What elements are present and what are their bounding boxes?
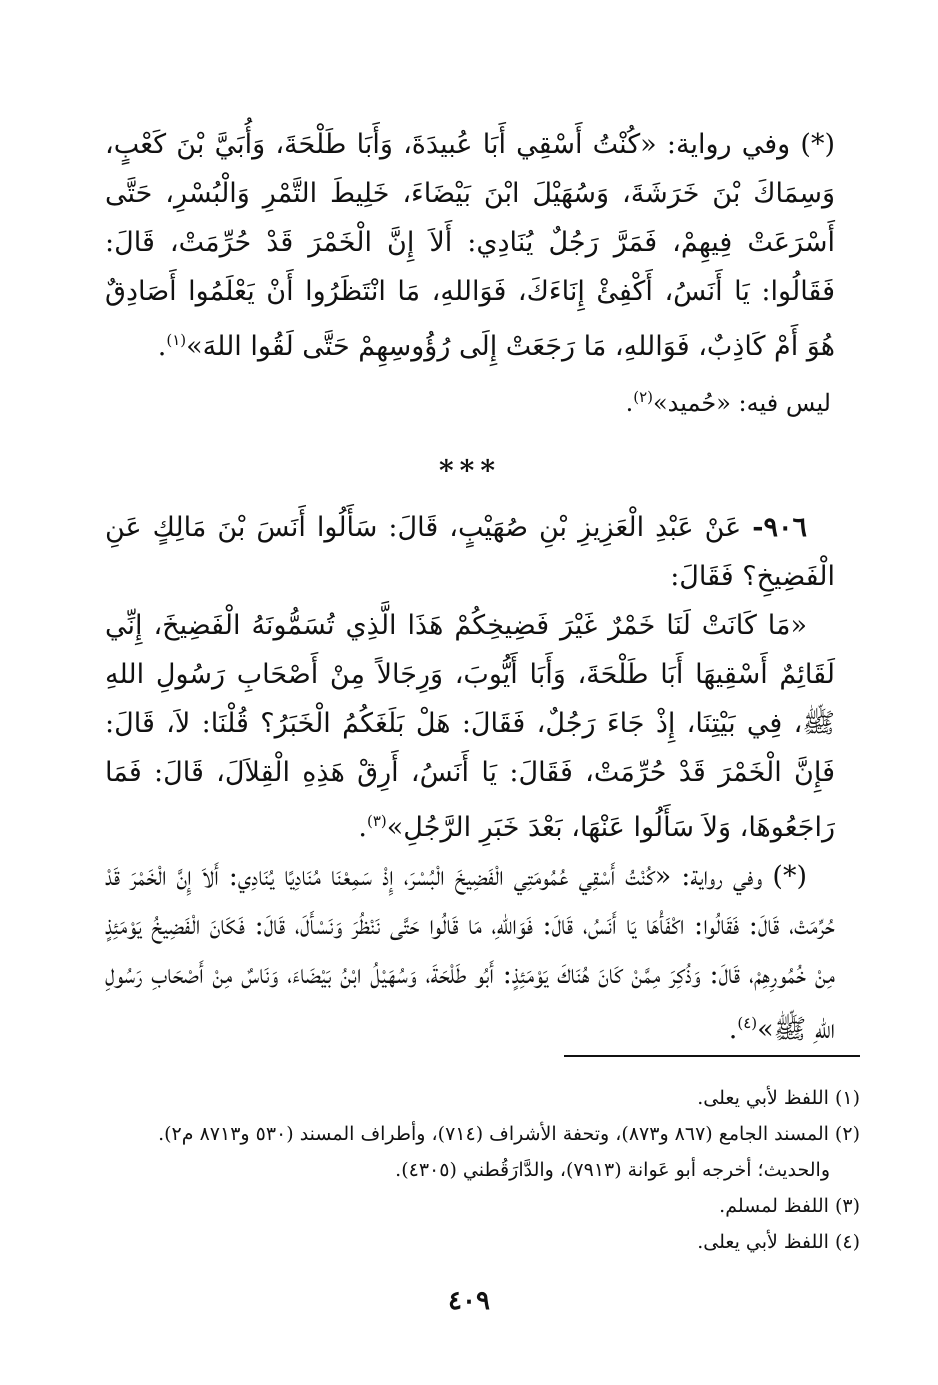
narration-variant-2: (*) وفي رواية: «كُنْتُ أَسْقِي عُمُومَتِي الْفَضِيخَ الْبُسْرَ، إِذْ سَمِعْنَا مُنَادِيًا يُنَادِي: أَلاَ إِنَّ الْخَمْرَ قَدْ حُرِّمَتْ، قَالَ: فَقَالُوا: اكْفَأْهَا يَا أَنَسُ، قَالَ: فَوَاللهِ، مَا قَالُوا حَتَّى نَنْظُرَ وَنَسْأَلَ، قَالَ: فَكَانَ الْفَضِيخُ يَوْمَئِذٍ مِنْ خُمُورِهِمْ، قَالَ: وَذُكِرَ مِمَّنْ كَانَ هُنَاكَ يَوْمَئِذٍ: أَبُو طَلْحَةَ، وَسُهَيْلُ ابْنُ بَيْضَاءَ، وَنَاسٌ مِنْ أَصْحَابِ رَسُولِ اللهِ ﷺ»$^{(٤)}$. xyxy=(105,861,835,1045)
footnote-4: (٤) اللفظ لأبي يعلى. xyxy=(697,1231,860,1253)
narration-note: ليس فيه: «حُميد»$^{(٢)}$. xyxy=(625,388,831,417)
footnote-ref-3: (٣) xyxy=(367,812,387,830)
page-number: ٤٠٩ xyxy=(448,1286,490,1316)
hadith-number: ٩٠٦- xyxy=(752,512,807,543)
section-separator: *** xyxy=(439,454,501,487)
footnote-ref-2: (٢) xyxy=(633,388,653,406)
main-text xyxy=(105,120,835,1054)
footnotes xyxy=(60,1080,860,1260)
footnote-2: (٢) المسند الجامع (٨٦٧ و٨٧٣)، وتحفة الأشراف (٧١٤)، وأطراف المسند (٥٣٠ و٨٧١٣ م٢). xyxy=(158,1123,860,1145)
footnote-ref-1: (١) xyxy=(166,331,187,349)
hadith-906-intro: ٩٠٦- عَنْ عَبْدِ الْعَزِيزِ بْنِ صُهَيْبٍ، قَالَ: سَأَلُوا أَنَسَ بْنَ مَالِكٍ عَنِ الْفَضِيخِ؟ فَقَالَ: xyxy=(105,512,835,592)
narration-variant-1: (*) وفي رواية: «كُنْتُ أَسْقِي أَبَا عُبيدَةَ، وَأَبَا طَلْحَةَ، وَأُبَيَّ بْنَ كَعْبٍ، وَسِمَاكَ بْنَ خَرَشَةَ، وَسُهَيْلَ ابْنَ بَيْضَاءَ، خَلِيطَ التَّمْرِ وَالْبُسْرِ، حَتَّى أَسْرَعَتْ فِيهِمْ، فَمَرَّ رَجُلٌ يُنَادِي: أَلاَ إِنَّ الْخَمْرَ قَدْ حُرِّمَتْ، قَالَ: فَقَالُوا: يَا أَنَسُ، أَكْفِئْ إِنَاءَكَ، فَوَاللهِ، مَا انْتَظَرُوا أَنْ يَعْلَمُوا أَصَادِقٌ هُوَ أَمْ كَاذِبٌ، فَوَاللهِ، مَا رَجَعَتْ إِلَى رُؤُوسِهِمْ حَتَّى لَقُوا اللهَ»$^{(١)}$. xyxy=(105,129,835,362)
footnote-2-continued: والحديث؛ أخرجه أبو عَوانة (٧٩١٣)، والدَّارَقُطني (٤٣٠٥). xyxy=(395,1159,830,1181)
footnote-divider xyxy=(564,1055,860,1057)
footnote-ref-4: (٤) xyxy=(737,1014,758,1032)
hadith-906-text: «مَا كَانَتْ لَنَا خَمْرٌ غَيْرَ فَضِيخِكُمْ هَذَا الَّذِي تُسَمُّونَهُ الْفَضِيخَ، إِنِّي لَقَائِمٌ أَسْقِيهَا أَبَا طَلْحَةَ، وَأَبَا أَيُّوبَ، وَرِجَالاً مِنْ أَصْحَابِ رَسُولِ اللهِ ﷺ، فِي بَيْتِنَا، إِذْ جَاءَ رَجُلٌ، فَقَالَ: هَلْ بَلَغَكُمُ الْخَبَرُ؟ قُلْنَا: لاَ، قَالَ: فَإِنَّ الْخَمْرَ قَدْ حُرِّمَتْ، فَقَالَ: يَا أَنَسُ، أَرِقْ هَذِهِ الْقِلاَلَ، قَالَ: فَمَا رَاجَعُوهَا، وَلاَ سَأَلُوا عَنْهَا، بَعْدَ خَبَرِ الرَّجُلِ»$^{(٣)}$. xyxy=(105,610,835,843)
footnote-1: (١) اللفظ لأبي يعلى. xyxy=(697,1087,860,1109)
footnote-3: (٣) اللفظ لمسلم. xyxy=(719,1195,860,1217)
